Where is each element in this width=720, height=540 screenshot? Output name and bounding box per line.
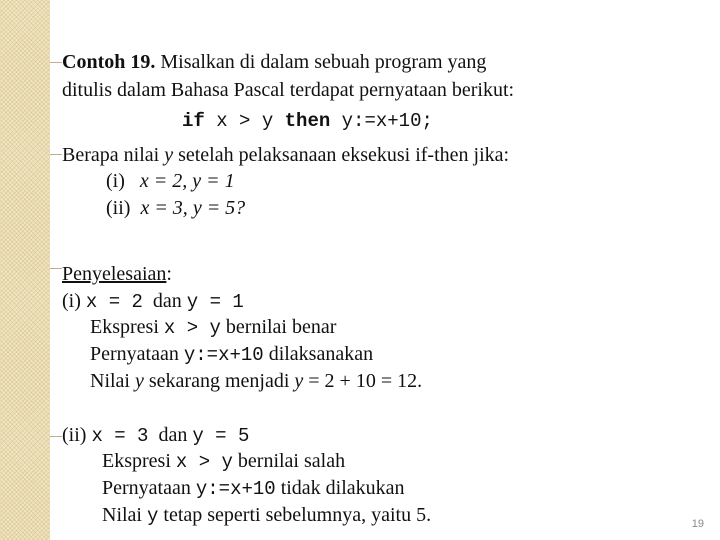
val-post: = 2 + 10 = 12. — [303, 370, 423, 392]
x-code: x = 2 — [85, 291, 143, 313]
question-var: y — [164, 144, 174, 166]
y-code: y = 5 — [192, 425, 250, 447]
expr-code: x > y — [163, 317, 221, 339]
val-var-2: y — [294, 370, 304, 392]
code-assignment: y:=x+10; — [341, 110, 433, 132]
case-label: (i) — [106, 170, 125, 192]
solution-part-1-statement — [90, 342, 373, 367]
intro-line-2: ditulis dalam Bahasa Pascal terdapat pernyataan berikut: — [62, 79, 515, 101]
stmt-pre: Pernyataan — [102, 477, 196, 499]
solution-part-1-value — [90, 369, 422, 393]
question-post: setelah pelaksanaan eksekusi if-then jika: — [173, 144, 510, 166]
question-case-1 — [106, 169, 235, 193]
stmt-pre: Pernyataan — [90, 343, 184, 365]
expr-post: bernilai salah — [232, 450, 346, 472]
stmt-post: dilaksanakan — [263, 343, 374, 365]
val-post: tetap seperti sebelumnya, yaitu 5. — [158, 504, 432, 526]
code-condition: x > y — [216, 110, 274, 132]
intro-line-1 — [62, 50, 486, 74]
expr-pre: Ekspresi — [102, 450, 176, 472]
solution-part-2-value — [102, 503, 431, 528]
margin-divider — [50, 62, 62, 63]
x-code: x = 3 — [91, 425, 149, 447]
solution-part-2-header — [62, 423, 249, 448]
expr-pre: Ekspresi — [90, 316, 164, 338]
margin-divider — [50, 268, 62, 269]
case-label: (ii) — [106, 197, 131, 219]
val-code: y — [147, 505, 159, 527]
solution-part-1-expression — [90, 315, 336, 340]
stmt-post: tidak dilakukan — [275, 477, 405, 499]
question-pre: Berapa nilai — [62, 144, 165, 166]
margin-divider — [50, 436, 62, 437]
margin-divider — [50, 154, 62, 155]
case-x: x = 3, — [140, 197, 188, 219]
part-label: (ii) — [62, 424, 87, 446]
case-y: y = 5? — [192, 197, 246, 219]
code-statement — [182, 109, 433, 133]
question-text — [62, 143, 509, 167]
y-code: y = 1 — [186, 291, 244, 313]
keyword-if: if — [182, 110, 205, 132]
example-heading: Contoh 19. — [62, 51, 156, 73]
solution-part-2-statement — [102, 476, 405, 501]
solution-part-1-header — [62, 289, 244, 314]
val-pre: Nilai — [90, 370, 135, 392]
decorative-side-band — [0, 0, 50, 540]
val-pre: Nilai — [102, 504, 147, 526]
dan-text: dan — [158, 424, 188, 446]
expr-post: bernilai benar — [220, 316, 337, 338]
stmt-code: y:=x+10 — [183, 344, 264, 366]
val-mid: sekarang menjadi — [143, 370, 295, 392]
stmt-code: y:=x+10 — [195, 478, 276, 500]
question-case-2 — [106, 196, 245, 220]
solution-part-2-expression — [102, 449, 345, 474]
case-y: y = 1 — [192, 170, 235, 192]
part-label: (i) — [62, 290, 81, 312]
solution-colon: : — [166, 263, 172, 285]
expr-code: x > y — [175, 451, 233, 473]
page-number: 19 — [691, 518, 704, 530]
val-var: y — [135, 370, 144, 392]
intro-text-1: Misalkan di dalam sebuah program yang — [155, 51, 487, 73]
case-x: x = 2, — [139, 170, 188, 192]
solution-title: Penyelesaian — [62, 263, 167, 285]
dan-text: dan — [152, 290, 182, 312]
keyword-then: then — [284, 110, 331, 132]
solution-heading — [62, 262, 172, 286]
